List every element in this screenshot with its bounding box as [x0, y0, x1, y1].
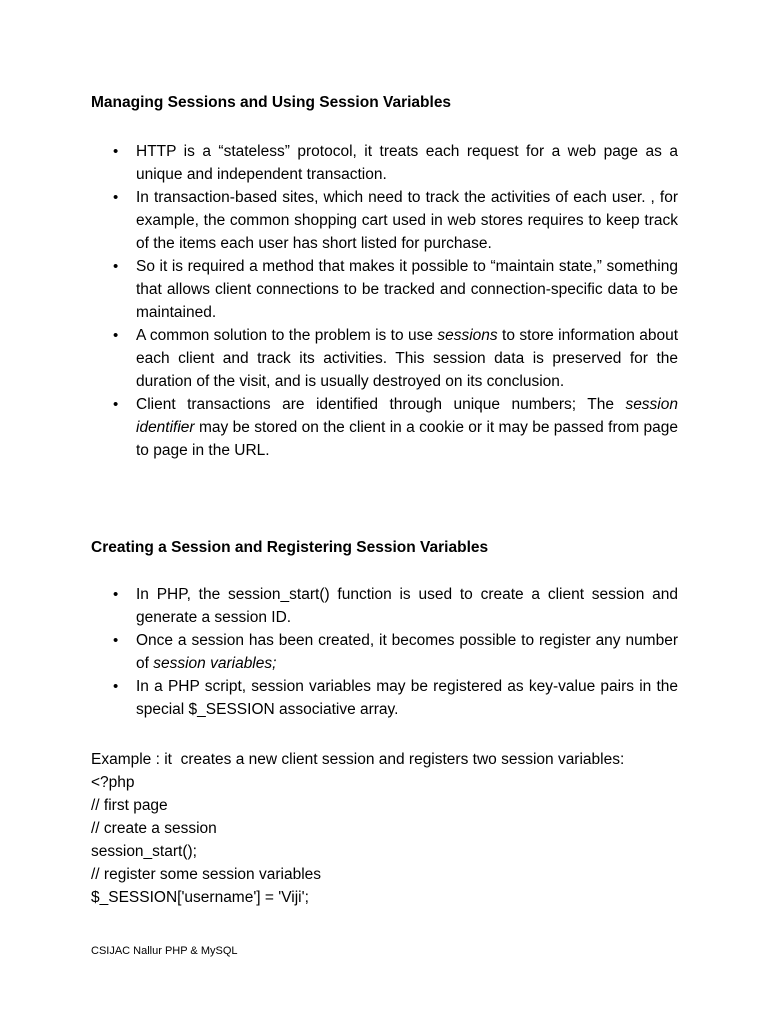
emphasis-session-identifier: session identifier: [136, 396, 678, 436]
bullet-list-creating-session: [91, 583, 678, 721]
list-item: • So it is required a method that makes it possible to “maintain state,” something that allows client connections to be tracked and connection-specific data to be maintained.: [91, 255, 678, 324]
list-item: • In a PHP script, session variables may be registered as key-value pairs in the special $_SESSION associative array.: [91, 675, 678, 721]
code-line: $_SESSION['username'] = 'Viji';: [91, 889, 309, 906]
code-line: // create a session: [91, 820, 217, 837]
emphasis-session-variables: session variables;: [153, 655, 277, 672]
example-intro-line: Example : it creates a new client session and registers two session variables:: [91, 751, 625, 768]
code-line: // register some session variables: [91, 866, 322, 883]
example-code-block: [91, 748, 691, 909]
code-line: // first page: [91, 797, 168, 814]
section-heading-managing-sessions: Managing Sessions and Using Session Variables: [91, 94, 452, 111]
page-footer: CSIJAC Nallur PHP & MySQL: [91, 945, 238, 957]
section-heading-creating-session: Creating a Session and Registering Session Variables: [91, 539, 489, 556]
list-item: • Once a session has been created, it becomes possible to register any number of session variables;: [91, 629, 678, 675]
list-item: • In transaction-based sites, which need to track the activities of each user. , for example, the common shopping cart used in web stores requires to keep track of the items each user has short listed for purchase.: [91, 186, 678, 255]
emphasis-sessions: sessions: [437, 327, 498, 344]
code-line: session_start();: [91, 843, 197, 860]
list-item: • In PHP, the session_start() function is used to create a client session and generate a session ID.: [91, 583, 678, 629]
list-item: • Client transactions are identified through unique numbers; The session identifier may be stored on the client in a cookie or it may be passed from page to page in the URL.: [91, 393, 678, 462]
code-line: <?php: [91, 774, 135, 791]
list-item: • HTTP is a “stateless” protocol, it treats each request for a web page as a unique and independent transaction.: [91, 140, 678, 186]
bullet-list-managing-sessions: [91, 140, 678, 462]
list-item: • A common solution to the problem is to use sessions to store information about each client and track its activities. This session data is preserved for the duration of the visit, and is usually destroyed on its conclusion.: [91, 324, 678, 393]
